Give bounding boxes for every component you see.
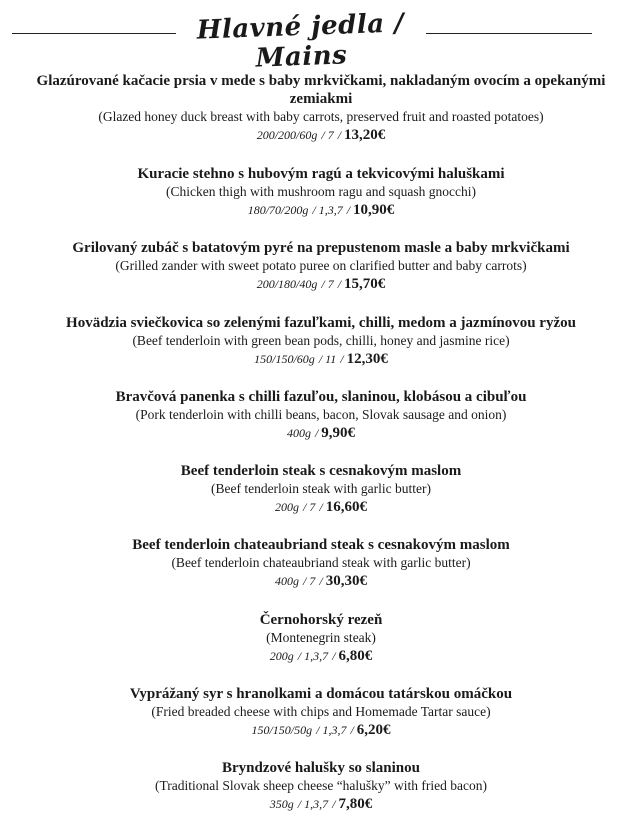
dish-allergens: 1,3,7 [322, 723, 347, 738]
separator: / [337, 277, 345, 292]
separator: / [303, 574, 310, 589]
dish-price: 30,30€ [325, 573, 367, 590]
dish-meta [21, 794, 621, 814]
separator: / [297, 648, 305, 663]
dish-allergens: 7 [327, 277, 334, 292]
dish-price: 13,20€ [344, 127, 386, 143]
menu-item [21, 685, 621, 759]
separator: / [332, 797, 339, 812]
dish-weight: 200g [275, 500, 300, 515]
dish-translation: (Chicken thigh with mushroom ragu and squash gnocchi) [165, 184, 477, 199]
menu-item [21, 388, 621, 462]
dish-weight: 180/70/200g [247, 203, 309, 217]
dish-meta [21, 423, 621, 443]
separator: / [297, 797, 305, 812]
dish-meta [21, 125, 621, 145]
dish-name: Grilovaný zubáč s batatovým pyré na prepustenom masle a baby mrkvičkami [72, 240, 570, 257]
dish-price: 15,70€ [344, 276, 386, 293]
separator: / [321, 277, 328, 292]
section-header [0, 8, 642, 74]
dish-meta [21, 571, 621, 591]
dish-weight: 400g [286, 425, 311, 440]
separator: / [319, 500, 326, 515]
menu-item [21, 759, 621, 833]
dish-allergens: 1,3,7 [304, 648, 329, 663]
dish-allergens: 1,3,7 [304, 797, 329, 812]
separator: / [303, 500, 310, 515]
separator: / [350, 723, 357, 738]
dish-weight: 200/180/40g [256, 277, 318, 292]
dish-translation: (Beef tenderloin chateaubriand steak with garlic butter) [171, 555, 471, 571]
dish-translation: (Glazed honey duck breast with baby carrots, preserved fruit and roasted potatoes) [98, 109, 544, 124]
dish-name: Beef tenderloin chateaubriand steak s cesnakovým maslom [132, 537, 510, 554]
dish-price: 12,30€ [346, 350, 388, 367]
separator: / [337, 128, 345, 142]
dish-translation: (Fried breaded cheese with chips and Homemade Tartar sauce) [151, 704, 491, 720]
dish-weight: 400g [275, 574, 300, 589]
dish-name: Glazúrované kačacie prsia v mede s baby mrkvičkami, nakladaným ovocím a opekanými zemiakmi [36, 73, 606, 107]
header-rule-right [426, 33, 592, 34]
menu-item [21, 611, 621, 685]
dish-price: 7,80€ [338, 796, 373, 813]
menu-items [0, 72, 642, 834]
dish-price: 6,80€ [338, 647, 373, 664]
menu-item [21, 536, 621, 610]
separator: / [319, 574, 326, 589]
separator: / [318, 351, 326, 366]
separator: / [321, 128, 328, 142]
dish-price: 16,60€ [325, 499, 367, 516]
dish-meta [21, 274, 621, 294]
dish-meta [21, 720, 621, 740]
dish-allergens: 7 [309, 500, 316, 515]
dish-name: Vyprážaný syr s hranolkami a domácou tatárskou omáčkou [129, 686, 513, 703]
dish-translation: (Pork tenderloin with chilli beans, bacon, Slovak sausage and onion) [135, 406, 507, 422]
separator: / [340, 351, 347, 366]
menu-item [21, 165, 621, 239]
dish-name: Bravčová panenka s chilli fazuľou, slaninou, klobásou a cibuľou [115, 388, 527, 405]
dish-name: Hovädzia sviečkovica so zelenými fazuľkami, chilli, medom a jazmínovou ryžou [66, 314, 576, 331]
dish-allergens: 7 [327, 128, 334, 142]
dish-weight: 200g [269, 648, 294, 663]
dish-name: Beef tenderloin steak s cesnakovým maslom [180, 463, 462, 480]
dish-name: Kuracie stehno s hubovým ragú a tekvicovými haluškami [137, 166, 505, 182]
dish-weight: 150/150/50g [251, 723, 313, 738]
separator: / [332, 648, 339, 663]
dish-meta [21, 349, 621, 369]
dish-translation: (Montenegrin steak) [266, 629, 376, 645]
dish-translation: (Traditional Slovak sheep cheese “halušky” with fried bacon) [154, 778, 488, 794]
dish-allergens: 1,3,7 [318, 203, 343, 217]
dish-price: 9,90€ [321, 424, 356, 441]
dish-price: 10,90€ [353, 202, 395, 218]
header-rule-left [12, 33, 176, 34]
dish-allergens: 7 [309, 574, 316, 589]
dish-name: Bryndzové halušky so slaninou [222, 760, 420, 777]
separator: / [314, 425, 322, 440]
dish-weight: 350g [269, 797, 294, 812]
dish-price: 6,20€ [356, 722, 391, 739]
dish-name: Černohorský rezeň [259, 611, 383, 628]
menu-item [21, 314, 621, 388]
section-title: Hlavné jedla / Mains [196, 8, 405, 74]
menu-item [21, 72, 621, 165]
dish-translation: (Beef tenderloin with green bean pods, chilli, honey and jasmine rice) [132, 332, 510, 348]
dish-translation: (Grilled zander with sweet potato puree on clarified butter and baby carrots) [115, 258, 527, 274]
dish-meta [21, 497, 621, 517]
menu-item [21, 239, 621, 313]
separator: / [312, 203, 319, 217]
dish-weight: 150/150/60g [254, 351, 315, 366]
dish-weight: 200/200/60g [256, 128, 318, 142]
menu-item [21, 462, 621, 536]
separator: / [346, 203, 354, 217]
separator: / [316, 723, 323, 738]
dish-meta [21, 646, 621, 666]
dish-meta [21, 200, 621, 220]
dish-translation: (Beef tenderloin steak with garlic butter) [210, 481, 432, 497]
dish-allergens: 11 [325, 351, 337, 366]
